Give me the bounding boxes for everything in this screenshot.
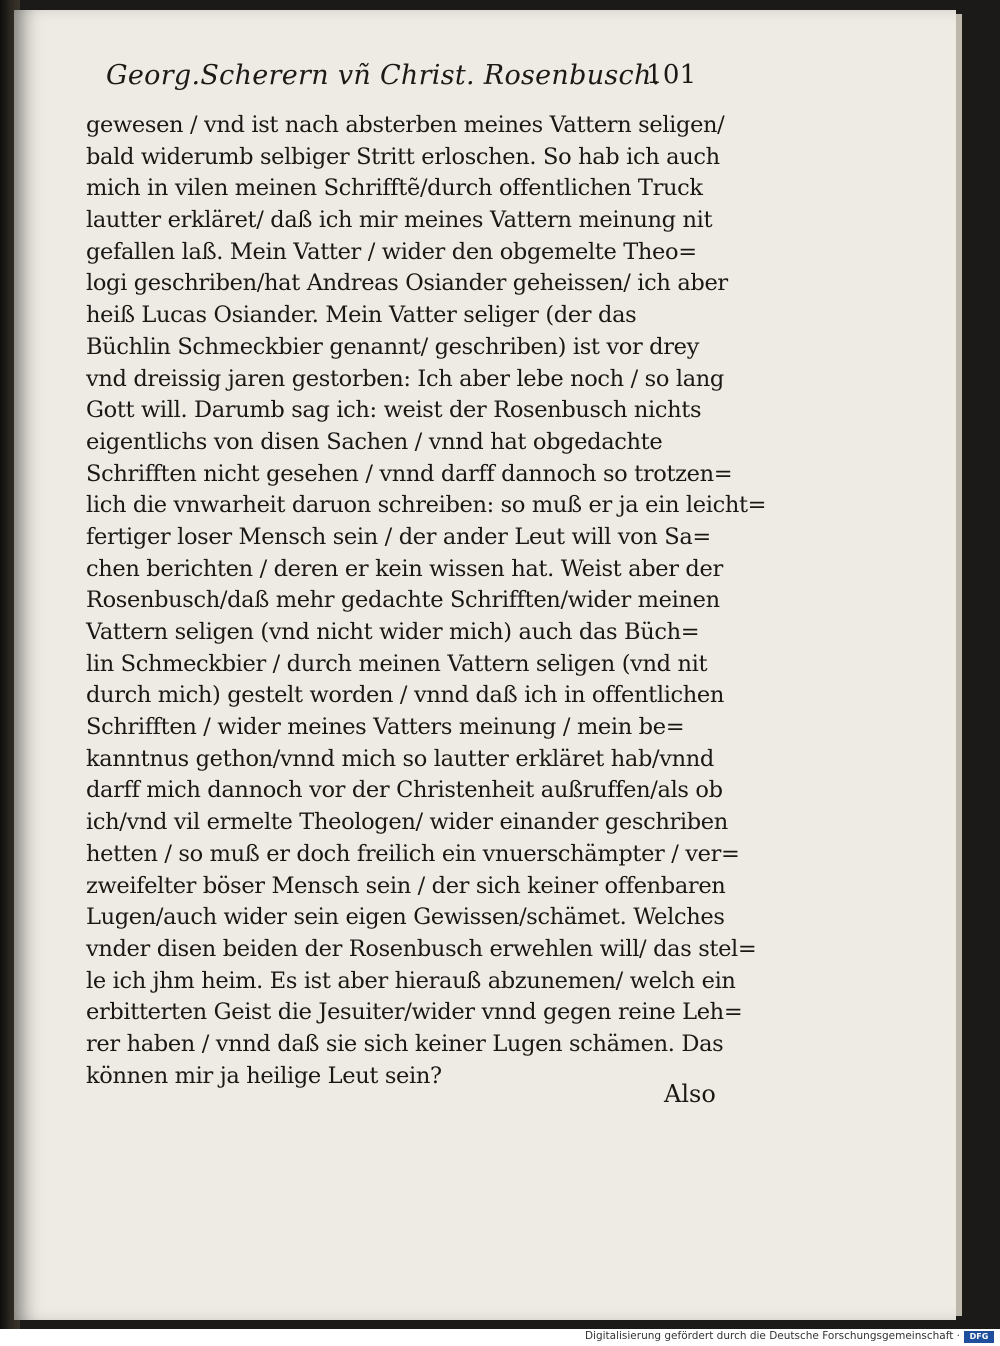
running-header [106, 60, 726, 94]
text-line: kanntnus gethon/vnnd mich so lautter erkläret hab/vnnd [86, 745, 714, 772]
text-line: Schrifften nicht gesehen / vnnd darff dannoch so trotzen= [86, 460, 733, 487]
text-line: ich/vnd vil ermelte Theologen/ wider einander geschriben [86, 809, 728, 836]
page-edge [956, 14, 962, 1316]
footer-bar [0, 1329, 1000, 1346]
catchword: Also [664, 1080, 716, 1108]
text-line: Lugen/auch wider sein eigen Gewissen/schämet. Welches [86, 904, 725, 931]
text-line: bald widerumb selbiger Stritt erloschen. So hab ich auch [86, 143, 720, 170]
text-line: vnd dreissig jaren gestorben: Ich aber lebe noch / so lang [86, 365, 724, 392]
text-line: lautter erkläret/ daß ich mir meines Vattern meinung nit [86, 207, 713, 234]
text-line: lin Schmeckbier / durch meinen Vattern seligen (vnd nit [86, 650, 708, 677]
text-line: Gott will. Darumb sag ich: weist der Rosenbusch nichts [86, 397, 702, 424]
text-line: Vattern seligen (vnd nicht wider mich) auch das Büch= [86, 619, 700, 645]
text-line: Schrifften / wider meines Vatters meinung / mein be= [86, 714, 685, 741]
dfg-logo: DFG [964, 1331, 994, 1343]
text-line: chen berichten / deren er kein wissen hat. Weist aber der [86, 555, 723, 582]
text-line: logi geschriben/hat Andreas Osiander geheissen/ ich aber [86, 270, 728, 297]
text-line: erbitterten Geist die Jesuiter/wider vnnd gegen reine Leh= [86, 999, 743, 1026]
text-line: fertiger loser Mensch sein / der ander Leut will von Sa= [86, 523, 711, 550]
text-line: mich in vilen meinen Schrifftẽ/durch offentlichen Truck [86, 175, 703, 202]
text-line: eigentlichs von disen Sachen / vnnd hat obgedachte [86, 428, 663, 455]
text-line: lich die vnwarheit daruon schreiben: so muß er ja ein leicht= [86, 492, 767, 519]
running-title: Georg.Scherern vñ Christ. Rosenbusch. [106, 60, 661, 91]
text-line: können mir ja heilige Leut sein? [86, 1062, 442, 1089]
text-line: Rosenbusch/daß mehr gedachte Schrifften/wider meinen [86, 587, 720, 614]
text-line: darff mich dannoch vor der Christenheit außruffen/als ob [86, 777, 723, 804]
text-line: le ich jhm heim. Es ist aber hierauß abzunemen/ welch ein [86, 967, 736, 994]
body-text [86, 110, 767, 1092]
text-line: heiß Lucas Osiander. Mein Vatter seliger (der das [86, 302, 637, 329]
text-line: Büchlin Schmeckbier genannt/ geschriben) ist vor drey [86, 333, 699, 360]
text-line: rer haben / vnnd daß sie sich keiner Lugen schämen. Das [86, 1030, 724, 1057]
text-line: gefallen laß. Mein Vatter / wider den obgemelte Theo= [86, 238, 697, 265]
text-line: zweifelter böser Mensch sein / der sich keiner offenbaren [86, 872, 726, 899]
text-line: durch mich) gestelt worden / vnnd daß ich in offentlichen [86, 682, 725, 709]
page-number: 101 [646, 60, 697, 90]
text-line: vnder disen beiden der Rosenbusch erwehlen will/ das stel= [86, 935, 757, 962]
text-line: gewesen / vnd ist nach absterben meines Vattern seligen/ [86, 112, 725, 138]
text-line: hetten / so muß er doch freilich ein vnuerschämpter / ver= [86, 840, 740, 867]
funding-credit: Digitalisierung gefördert durch die Deutsche Forschungsgemeinschaft · [584, 1330, 960, 1342]
